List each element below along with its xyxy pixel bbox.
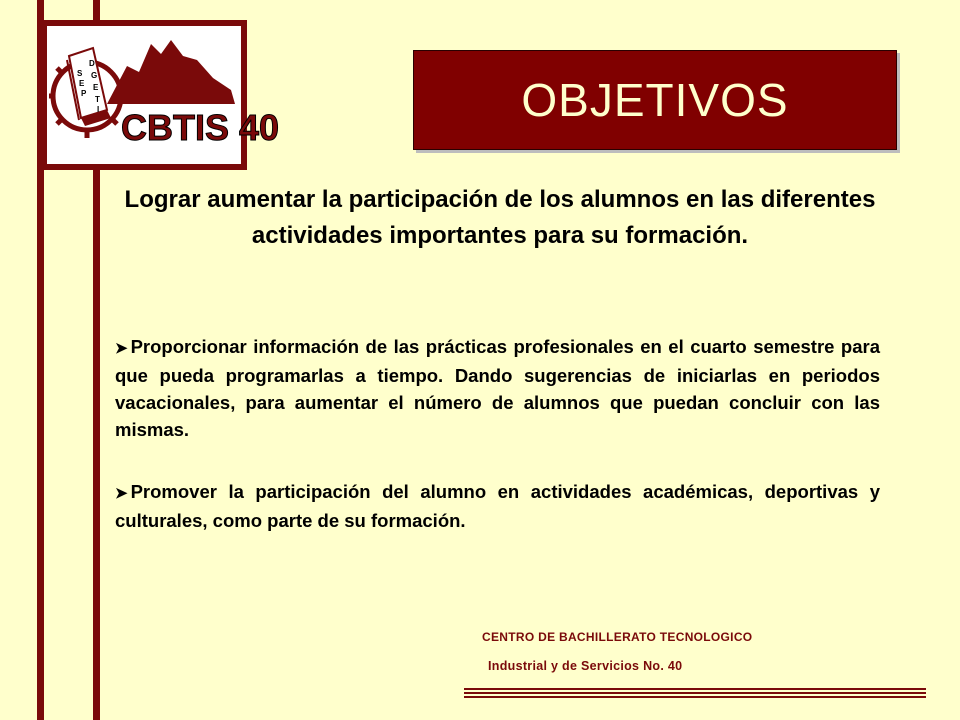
mountain-icon	[107, 40, 235, 104]
bullet-text: Proporcionar información de las prácticas profesionales en el cuarto semestre para que pueda programarlas a tiempo. Dando sugerencias de iniciarlas en periodos vacacionales, para aumentar el número de alumnos que puedan concluir con las mismas.	[115, 336, 880, 440]
arrow-bullet-icon: ➤	[115, 485, 128, 502]
logo-letter: T	[95, 95, 100, 104]
school-subtitle: Industrial y de Servicios No. 40	[488, 659, 683, 673]
logo-letter: E	[79, 79, 85, 88]
objective-bullet	[115, 478, 880, 534]
objective-bullet	[115, 333, 880, 443]
logo-letter: E	[93, 83, 99, 92]
school-logo	[41, 20, 280, 170]
arrow-bullet-icon: ➤	[115, 340, 128, 357]
main-objective: Lograr aumentar la participación de los alumnos en las diferentes actividades importantes para su formación.	[124, 186, 876, 249]
page-title: OBJETIVOS	[521, 74, 789, 126]
footer-divider	[464, 688, 926, 700]
logo-letter: P	[81, 89, 87, 98]
logo-letter: D	[89, 59, 95, 68]
logo-text: CBTIS 40	[121, 107, 280, 148]
logo-graphic	[47, 26, 280, 164]
bullet-text: Promover la participación del alumno en actividades académicas, deportivas y culturales, como parte de su formación.	[115, 481, 880, 531]
logo-letter: G	[91, 71, 98, 80]
logo-letter: I	[97, 105, 100, 114]
logo-letter: S	[77, 69, 83, 78]
title-banner	[413, 50, 897, 150]
school-name: CENTRO DE BACHILLERATO TECNOLOGICO	[482, 630, 753, 644]
